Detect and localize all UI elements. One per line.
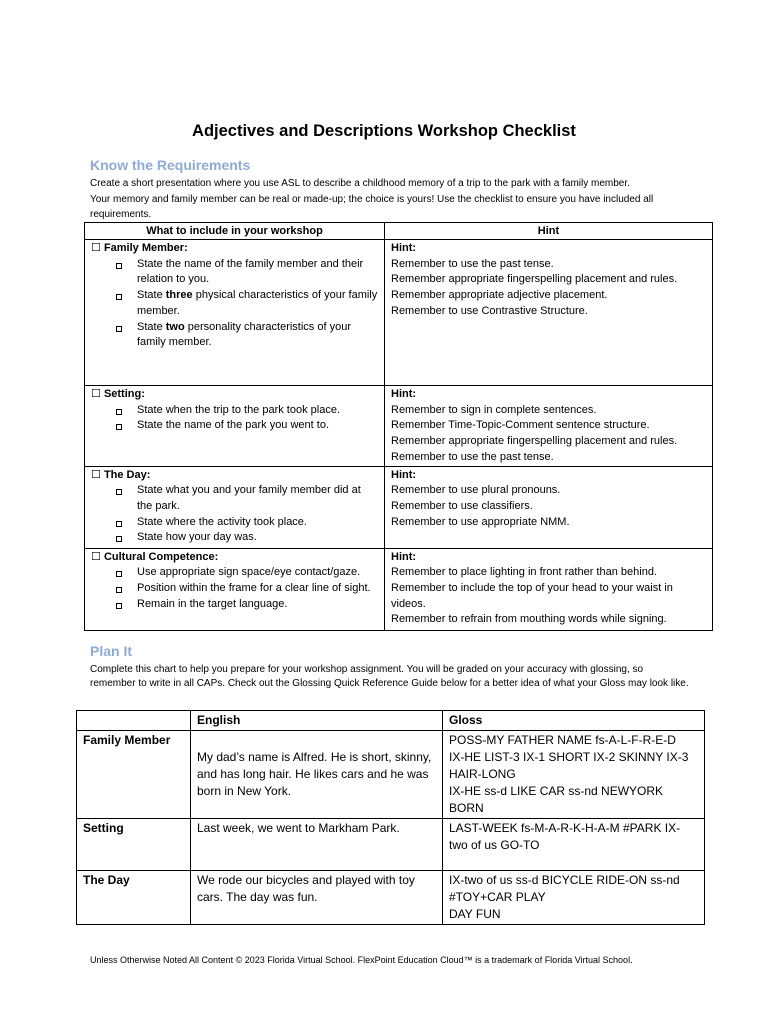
requirement-text: State: [137, 289, 166, 302]
requirement-text: Position within the frame for a clear line of sight.: [137, 581, 371, 594]
section-title-text: Cultural Competence:: [103, 550, 219, 563]
english-text: My dad’s name is Alfred. He is short, skinny, and has long hair. He likes cars and he was born in New York.: [197, 750, 432, 798]
requirement-item: [115, 403, 378, 419]
hint-text: Remember to use the past tense.: [391, 257, 554, 270]
hint-text: Remember to include the top of your head to your waist in videos.: [391, 581, 673, 610]
requirement-text: State when the trip to the park took place.: [137, 403, 341, 416]
gloss-line: IX-two of us ss-d BICYCLE RIDE-ON ss-nd: [449, 873, 680, 887]
gloss-cell[interactable]: [443, 871, 705, 925]
gloss-line: IX-HE LIST-3 IX-1 SHORT IX-2 SKINNY IX-3 HAIR-LONG: [449, 750, 689, 781]
plan-it-intro: Complete this chart to help you prepare for your workshop assignment. You will be graded on your accuracy with glossing, so remember to write in all CAPs. Check out the Glossing Quick Reference Guide below for a better idea of what your Gloss may look like.: [90, 664, 689, 689]
requirement-section-title: [91, 550, 378, 566]
checklist-row: [85, 386, 713, 467]
requirement-item: [115, 418, 378, 434]
requirement-item: [115, 581, 378, 597]
copyright-footer: Unless Otherwise Noted All Content © 2023 Florida Virtual School. FlexPoint Education Cloud™ is a trademark of Florida Virtual School.: [90, 955, 633, 965]
hint-text: Remember to use plural pronouns.: [391, 484, 561, 497]
requirement-text: State how your day was.: [137, 531, 257, 544]
hint-text: Remember appropriate fingerspelling placement and rules.: [391, 273, 678, 286]
requirement-item: [115, 565, 378, 581]
hint-text: Remember to use the past tense.: [391, 450, 554, 463]
english-cell[interactable]: [191, 731, 443, 819]
requirement-item: [115, 597, 378, 613]
intro-paragraph: Create a short presentation where you use ASL to describe a childhood memory of a trip to the park with a family member.: [90, 178, 630, 189]
gloss-line: #TOY+CAR PLAY: [449, 890, 546, 904]
requirement-item: [115, 257, 378, 288]
hint-text: Remember to use appropriate NMM.: [391, 515, 570, 528]
english-cell[interactable]: [191, 871, 443, 925]
requirement-text: State the name of the family member and their relation to you.: [137, 257, 364, 286]
hint-text: Remember appropriate adjective placement.: [391, 289, 608, 302]
gloss-line: POSS-MY FATHER NAME fs-A-L-F-R-E-D: [449, 733, 676, 747]
requirement-cell: [85, 240, 385, 386]
hint-label: Hint:: [391, 550, 417, 563]
requirement-emphasis: two: [165, 320, 185, 333]
english-text: Last week, we went to Markham Park.: [197, 821, 400, 835]
hint-text: Remember to use classifiers.: [391, 499, 533, 512]
requirement-section-title: [91, 387, 378, 403]
requirement-text: Use appropriate sign space/eye contact/gaze.: [137, 566, 361, 579]
checkbox-icon[interactable]: ☐: [91, 468, 101, 481]
requirement-list: [91, 565, 378, 612]
section-title-text: Setting:: [103, 388, 145, 400]
hint-text: Remember to use Contrastive Structure.: [391, 304, 588, 317]
hint-text: Remember to sign in complete sentences.: [391, 403, 597, 416]
hint-text: Remember appropriate fingerspelling placement and rules.: [391, 435, 678, 448]
gloss-line: DAY FUN: [449, 907, 501, 921]
plan-it-heading: Plan It: [90, 643, 133, 659]
gloss-row: [77, 871, 705, 925]
section-title-text: The Day:: [103, 468, 151, 481]
hint-cell: [385, 466, 713, 548]
checkbox-icon[interactable]: ☐: [91, 550, 101, 563]
column-header: What to include in your workshop: [85, 223, 385, 240]
section-title-text: Family Member:: [103, 242, 188, 254]
requirement-list: [91, 483, 378, 546]
gloss-line: LAST-WEEK fs-M-A-R-K-H-A-M #PARK IX-two of us GO-TO: [449, 821, 681, 852]
requirement-item: [115, 288, 378, 319]
hint-text: Remember Time-Topic-Comment sentence structure.: [391, 419, 650, 432]
requirement-item: [115, 320, 378, 351]
row-label: The Day: [77, 871, 191, 925]
hint-text: Remember to refrain from mouthing words while signing.: [391, 613, 667, 626]
column-header: [77, 711, 191, 731]
requirement-cell: [85, 386, 385, 467]
row-label: Setting: [77, 819, 191, 871]
gloss-row: [77, 731, 705, 819]
gloss-cell[interactable]: [443, 731, 705, 819]
hint-label: Hint:: [391, 242, 417, 254]
checkbox-icon[interactable]: ☐: [91, 388, 101, 400]
column-header: Gloss: [443, 711, 705, 731]
requirement-cell: [85, 466, 385, 548]
requirement-list: [91, 257, 378, 351]
hint-cell: [385, 240, 713, 386]
gloss-planning-table: [76, 710, 705, 925]
requirement-item: [115, 515, 378, 531]
requirement-list: [91, 403, 378, 434]
requirement-section-title: [91, 468, 378, 484]
requirement-emphasis: three: [165, 289, 193, 302]
page-title: Adjectives and Descriptions Workshop Checklist: [192, 122, 576, 140]
requirement-text: State: [137, 320, 166, 333]
hint-label: Hint:: [391, 388, 417, 400]
checkbox-icon[interactable]: ☐: [91, 242, 101, 254]
column-header: Hint: [385, 223, 713, 240]
hint-cell: [385, 548, 713, 630]
hint-label: Hint:: [391, 468, 417, 481]
requirement-text: Remain in the target language.: [137, 597, 288, 610]
hint-cell: [385, 386, 713, 467]
row-label: Family Member: [77, 731, 191, 819]
english-cell[interactable]: [191, 819, 443, 871]
know-requirements-heading: Know the Requirements: [90, 157, 251, 173]
requirement-item: [115, 483, 378, 514]
column-header: English: [191, 711, 443, 731]
requirements-checklist-table: [84, 222, 713, 631]
requirement-cell: [85, 548, 385, 630]
intro-paragraph: Your memory and family member can be real or made-up; the choice is yours! Use the checklist to ensure you have included all requirements.: [90, 193, 654, 220]
checklist-row: [85, 240, 713, 386]
requirement-section-title: [91, 241, 378, 257]
requirement-text: personality characteristics of your family member.: [137, 320, 351, 349]
requirement-text: State what you and your family member did at the park.: [137, 484, 361, 512]
hint-text: Remember to place lighting in front rather than behind.: [391, 566, 657, 579]
requirement-text: State the name of the park you went to.: [137, 419, 330, 432]
checklist-row: [85, 466, 713, 548]
gloss-cell[interactable]: [443, 819, 705, 871]
checklist-row: [85, 548, 713, 630]
know-requirements-intro: [90, 176, 690, 223]
gloss-line: IX-HE ss-d LIKE CAR ss-nd NEWYORK BORN: [449, 784, 664, 815]
requirement-text: physical characteristics of your family member.: [137, 289, 378, 317]
gloss-row: [77, 819, 705, 871]
requirement-text: State where the activity took place.: [137, 515, 307, 528]
requirement-item: [115, 530, 378, 546]
english-text: We rode our bicycles and played with toy cars. The day was fun.: [197, 873, 415, 904]
